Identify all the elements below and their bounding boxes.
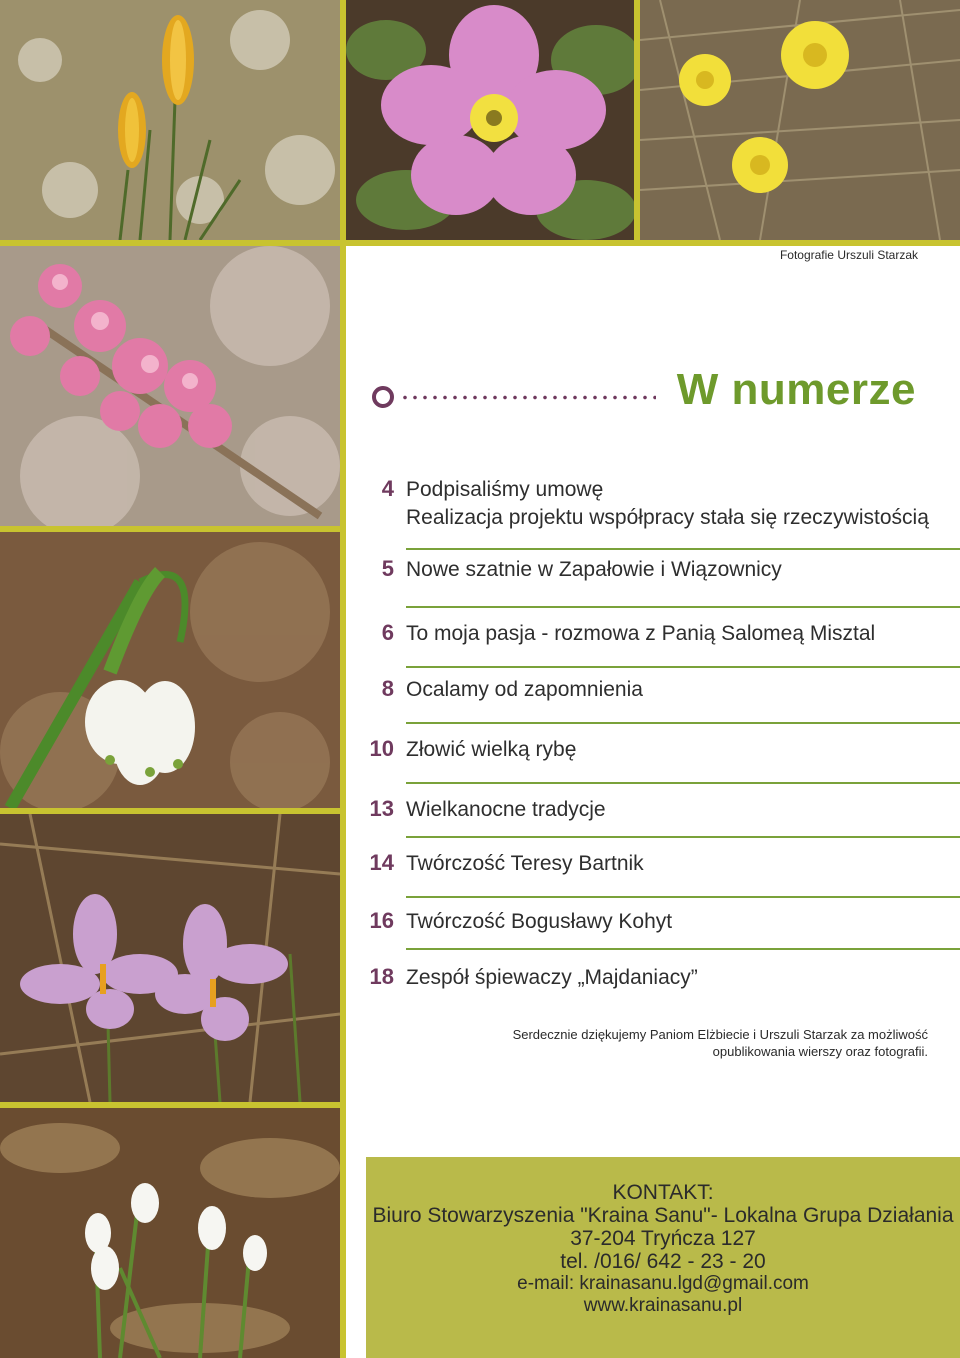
contact-address: 37-204 Tryńcza 127 xyxy=(570,1227,756,1250)
toc-page-number: 10 xyxy=(369,736,394,761)
toc-page-number: 13 xyxy=(369,796,394,821)
frame-line xyxy=(0,1102,340,1108)
toc-divider xyxy=(406,896,960,898)
contact-heading: KONTAKT: xyxy=(612,1181,714,1204)
frame-line xyxy=(0,240,960,246)
pink-primrose-photo xyxy=(346,0,634,240)
snowflake-photo xyxy=(0,532,340,808)
daphne-photo xyxy=(0,246,340,526)
yellow-crocus-photo xyxy=(0,0,340,240)
acknowledgement xyxy=(480,1026,928,1060)
toc-title: Złowić wielką rybę xyxy=(406,738,577,761)
toc-page-number: 5 xyxy=(381,556,394,581)
toc-divider xyxy=(406,782,960,784)
contact-organization: Biuro Stowarzyszenia "Kraina Sanu"- Lokalna Grupa Działania xyxy=(372,1204,954,1227)
toc-page-number: 16 xyxy=(369,908,394,933)
contact-email[interactable]: e-mail: krainasanu.lgd@gmail.com xyxy=(517,1273,809,1294)
frame-line xyxy=(340,0,346,1358)
toc-page-number: 8 xyxy=(381,676,394,701)
section-heading xyxy=(370,365,930,425)
purple-crocus-photo xyxy=(0,814,340,1102)
photo-credit: Fotografie Urszuli Starzak xyxy=(779,248,918,262)
toc-divider xyxy=(406,666,960,668)
toc-page-number: 14 xyxy=(369,850,394,875)
snowdrop-photo xyxy=(0,1108,340,1358)
page-title: W numerze xyxy=(676,365,916,414)
contact-box xyxy=(366,1157,960,1358)
toc-divider xyxy=(406,722,960,724)
toc-title: Zespół śpiewaczy „Majdaniacy” xyxy=(406,966,698,989)
toc-title: Twórczość Bogusławy Kohyt xyxy=(406,910,673,933)
toc-title: Podpisaliśmy umowę xyxy=(406,478,604,501)
toc-page-number: 4 xyxy=(381,476,394,501)
toc-title: Twórczość Teresy Bartnik xyxy=(406,852,644,875)
contact-website[interactable]: www.krainasanu.pl xyxy=(583,1295,743,1316)
toc-divider xyxy=(406,948,960,950)
circle-bullet-icon xyxy=(372,386,394,408)
dotted-leader xyxy=(400,395,656,400)
toc-title: To moja pasja - rozmowa z Panią Salomeą Misztal xyxy=(406,622,876,645)
frame-line xyxy=(634,0,640,240)
toc-divider xyxy=(406,836,960,838)
toc-title: Wielkanocne tradycje xyxy=(406,798,606,821)
coltsfoot-photo xyxy=(640,0,960,240)
toc-title: Nowe szatnie w Zapałowie i Wiązownicy xyxy=(406,558,782,581)
toc-subtitle: Realizacja projektu współpracy stała się rzeczywistością xyxy=(406,506,929,529)
acknowledgement-line: opublikowania wierszy oraz fotografii. xyxy=(712,1044,928,1059)
acknowledgement-line: Serdecznie dziękujemy Paniom Elżbiecie i Urszuli Starzak za możliwość xyxy=(512,1027,928,1042)
toc-divider xyxy=(406,548,960,550)
contact-phone: tel. /016/ 642 - 23 - 20 xyxy=(560,1250,766,1273)
frame-line xyxy=(0,808,340,814)
frame-line xyxy=(0,526,340,532)
toc-title: Ocalamy od zapomnienia xyxy=(406,678,643,701)
toc-page-number: 18 xyxy=(369,964,394,989)
toc-page-number: 6 xyxy=(381,620,394,645)
toc-divider xyxy=(406,606,960,608)
